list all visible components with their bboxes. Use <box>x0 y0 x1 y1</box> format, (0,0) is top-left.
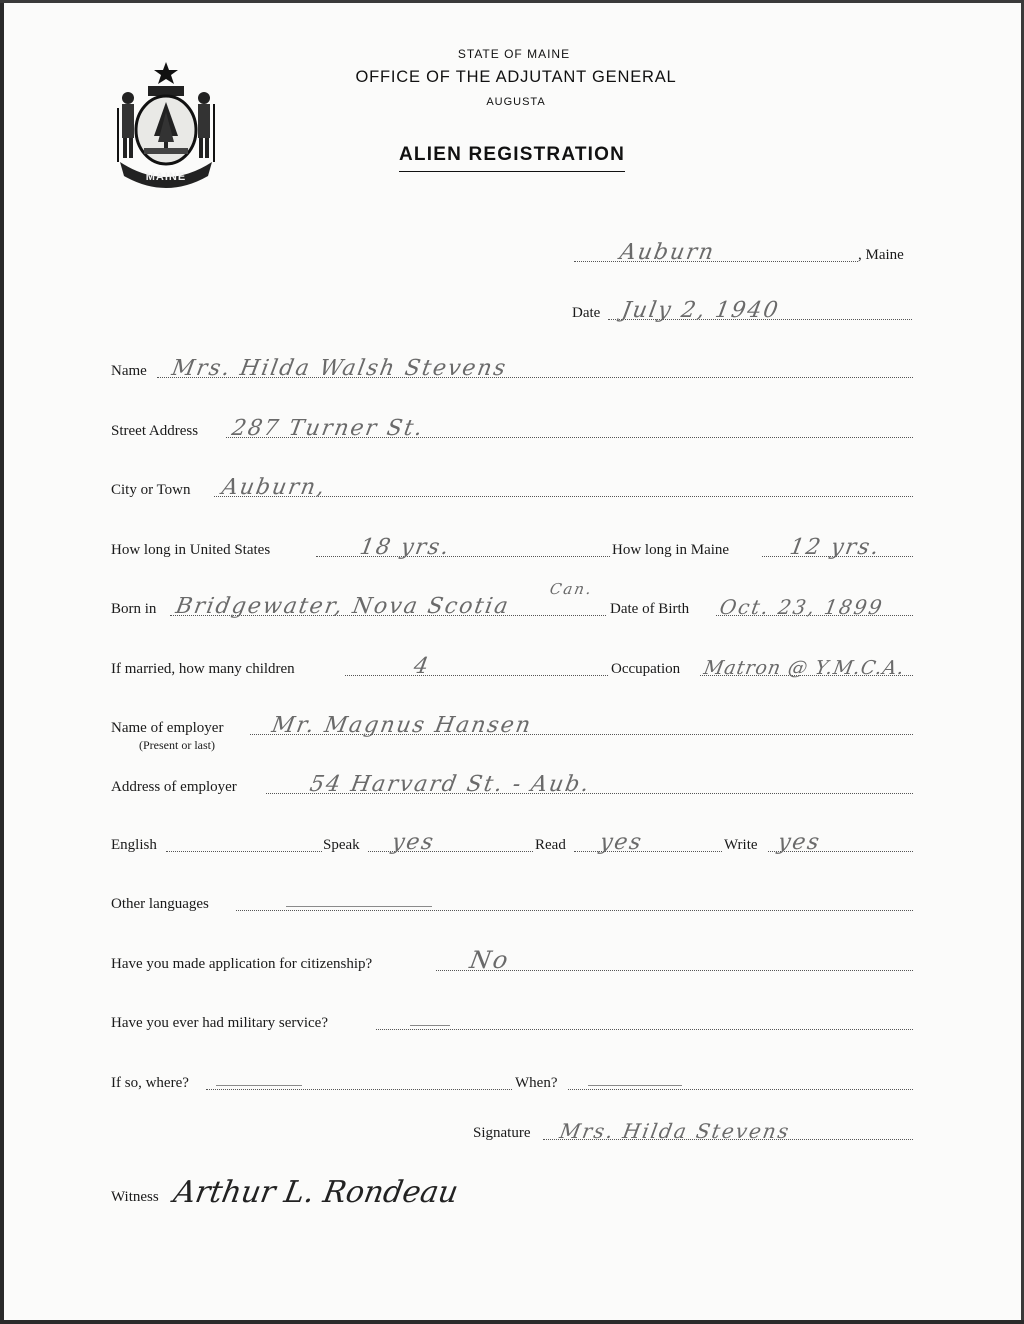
state-heading: STATE OF MAINE <box>457 47 571 61</box>
date-value: July 2, 1940 <box>619 298 782 323</box>
employer-label: Name of employer <box>111 720 224 736</box>
employer-value: Mr. Magnus Hansen <box>269 713 535 738</box>
when-dash <box>588 1085 682 1086</box>
citizenship-value: No <box>467 946 512 974</box>
street-address-value: 287 Turner St. <box>229 416 427 441</box>
date-of-birth-value: Oct. 23, 1899 <box>717 595 886 619</box>
citizenship-field[interactable] <box>0 946 1024 977</box>
employer-address-field[interactable] <box>0 774 1024 800</box>
write-label: Write <box>724 837 758 853</box>
signature-field[interactable] <box>0 1120 1024 1146</box>
occupation-label: Occupation <box>611 661 681 677</box>
children-label: If married, how many children <box>111 661 295 677</box>
where-dash <box>216 1085 302 1086</box>
born-in-label: Born in <box>111 601 157 617</box>
english-row <box>0 832 1024 858</box>
birth-row <box>0 580 1024 622</box>
date-label: Date <box>572 305 601 321</box>
location-value: Auburn <box>617 240 718 265</box>
when-line[interactable] <box>568 1089 913 1090</box>
military-line <box>376 1029 913 1030</box>
how-long-row <box>0 537 1024 563</box>
military-dash <box>410 1025 450 1026</box>
scan-edge-bottom <box>0 1320 1024 1324</box>
form-title-text: ALIEN REGISTRATION <box>399 144 625 172</box>
how-long-us-label: How long in United States <box>111 542 271 558</box>
name-label: Name <box>111 363 147 379</box>
born-in-value: Bridgewater, Nova Scotia <box>173 594 512 619</box>
date-field[interactable] <box>0 300 1024 326</box>
office-heading: OFFICE OF THE ADJUTANT GENERAL <box>355 68 677 86</box>
where-label: If so, where? <box>111 1075 189 1091</box>
location-line <box>574 261 858 262</box>
date-of-birth-label: Date of Birth <box>610 601 690 617</box>
military-label: Have you ever had military service? <box>111 1015 328 1031</box>
witness-field[interactable] <box>0 1175 1024 1212</box>
if-so-row <box>0 1070 1024 1096</box>
how-long-maine-value: 12 yrs. <box>787 535 883 560</box>
how-long-maine-label: How long in Maine <box>612 542 730 558</box>
children-line[interactable] <box>345 675 608 676</box>
street-address-field[interactable] <box>0 418 1024 444</box>
scan-edge-top <box>0 0 1024 3</box>
other-languages-line <box>236 910 913 911</box>
read-line[interactable] <box>574 851 722 852</box>
read-label: Read <box>535 837 566 853</box>
seal-text: MAINE <box>145 171 187 183</box>
citizenship-label: Have you made application for citizenship? <box>111 956 373 972</box>
name-value: Mrs. Hilda Walsh Stevens <box>169 356 510 381</box>
military-field[interactable] <box>0 1010 1024 1036</box>
city-or-town-label: City or Town <box>111 482 191 498</box>
other-languages-label: Other languages <box>111 896 209 912</box>
where-line[interactable] <box>206 1089 512 1090</box>
occupation-value: Matron @ Y.M.C.A. <box>702 657 907 679</box>
location-suffix: , Maine <box>858 247 904 263</box>
write-value: yes <box>775 830 823 855</box>
city-or-town-field[interactable] <box>0 477 1024 503</box>
street-address-label: Street Address <box>111 423 199 439</box>
speak-label: Speak <box>323 837 360 853</box>
employer-sublabel: (Present or last) <box>139 738 215 752</box>
employer-address-label: Address of employer <box>111 779 237 795</box>
other-languages-field[interactable] <box>0 891 1024 917</box>
english-label: English <box>111 837 157 853</box>
employer-field[interactable] <box>0 713 1024 752</box>
form-title <box>0 144 1024 172</box>
when-label: When? <box>515 1075 558 1091</box>
born-in-annotation: Can. <box>548 580 595 598</box>
city-heading: AUGUSTA <box>486 96 546 108</box>
signature-value: Mrs. Hilda Stevens <box>557 1119 793 1143</box>
children-value: 4 <box>411 654 433 679</box>
city-or-town-value: Auburn, <box>219 475 329 500</box>
employer-address-value: 54 Harvard St. - Aub. <box>307 772 593 797</box>
name-field[interactable] <box>0 358 1024 384</box>
witness-value: Arthur L. Rondeau <box>170 1175 461 1210</box>
other-languages-dash <box>286 906 432 907</box>
read-value: yes <box>597 830 645 855</box>
how-long-us-value: 18 yrs. <box>357 535 453 560</box>
signature-label: Signature <box>473 1125 531 1141</box>
speak-value: yes <box>389 830 437 855</box>
witness-label: Witness <box>111 1189 159 1205</box>
english-line <box>166 851 322 852</box>
location-field[interactable] <box>0 242 1024 268</box>
children-occupation-row <box>0 656 1024 682</box>
